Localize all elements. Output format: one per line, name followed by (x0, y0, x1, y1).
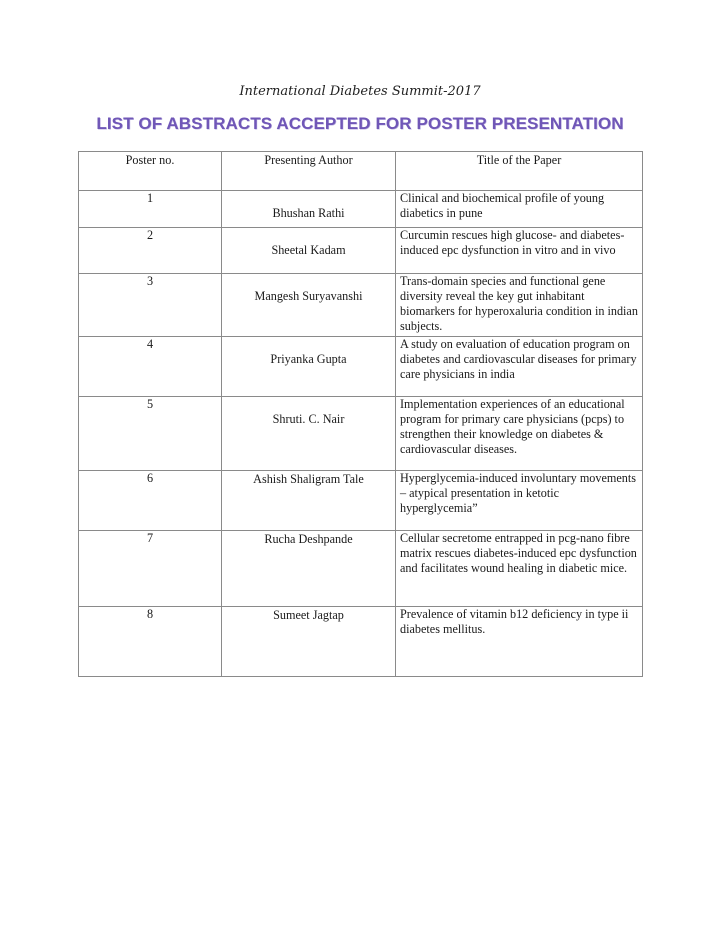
paper-title: A study on evaluation of education program on diabetes and cardiovascular diseases for primary care physicians in india (396, 337, 643, 397)
table-row (79, 397, 643, 471)
table-row (79, 531, 643, 607)
poster-number: 2 (79, 228, 222, 274)
paper-title: Hyperglycemia-induced involuntary movements – atypical presentation in ketotic hyperglycemia” (396, 471, 643, 531)
poster-number: 5 (79, 397, 222, 471)
poster-number: 7 (79, 531, 222, 607)
presenting-author: Ashish Shaligram Tale (222, 471, 396, 531)
paper-title: Trans-domain species and functional gene diversity reveal the key gut inhabitant biomarkers for hyperoxaluria condition in indian subjects. (396, 274, 643, 337)
header-paper-title: Title of the Paper (396, 152, 643, 191)
presenting-author: Shruti. C. Nair (222, 397, 396, 471)
presenting-author: Sumeet Jagtap (222, 607, 396, 677)
paper-title: Implementation experiences of an educational program for primary care physicians (pcps) to strengthen their knowledge on diabetes & cardiovascular diseases. (396, 397, 643, 471)
poster-number: 8 (79, 607, 222, 677)
event-subtitle: International Diabetes Summit-2017 (239, 84, 481, 99)
presenting-author: Rucha Deshpande (222, 531, 396, 607)
abstracts-table (78, 151, 643, 677)
table-row (79, 471, 643, 531)
paper-title: Cellular secretome entrapped in pcg-nano fibre matrix rescues diabetes-induced epc dysfunction and facilitates wound healing in diabetic mice. (396, 531, 643, 607)
header-poster-no: Poster no. (79, 152, 222, 191)
presenting-author: Mangesh Suryavanshi (222, 274, 396, 337)
page-heading: LIST OF ABSTRACTS ACCEPTED FOR POSTER PRESENTATION (96, 114, 624, 133)
presenting-author: Sheetal Kadam (222, 228, 396, 274)
paper-title: Clinical and biochemical profile of young diabetics in pune (396, 191, 643, 228)
presenting-author: Bhushan Rathi (222, 191, 396, 228)
paper-title: Curcumin rescues high glucose- and diabetes-induced epc dysfunction in vitro and in vivo (396, 228, 643, 274)
presenting-author: Priyanka Gupta (222, 337, 396, 397)
poster-number: 3 (79, 274, 222, 337)
table-row (79, 607, 643, 677)
table-row (79, 228, 643, 274)
poster-number: 4 (79, 337, 222, 397)
paper-title: Prevalence of vitamin b12 deficiency in type ii diabetes mellitus. (396, 607, 643, 677)
header-presenting-author: Presenting Author (222, 152, 396, 191)
poster-number: 6 (79, 471, 222, 531)
table-row (79, 191, 643, 228)
poster-number: 1 (79, 191, 222, 228)
table-row (79, 337, 643, 397)
table-header-row (79, 152, 643, 191)
table-row (79, 274, 643, 337)
